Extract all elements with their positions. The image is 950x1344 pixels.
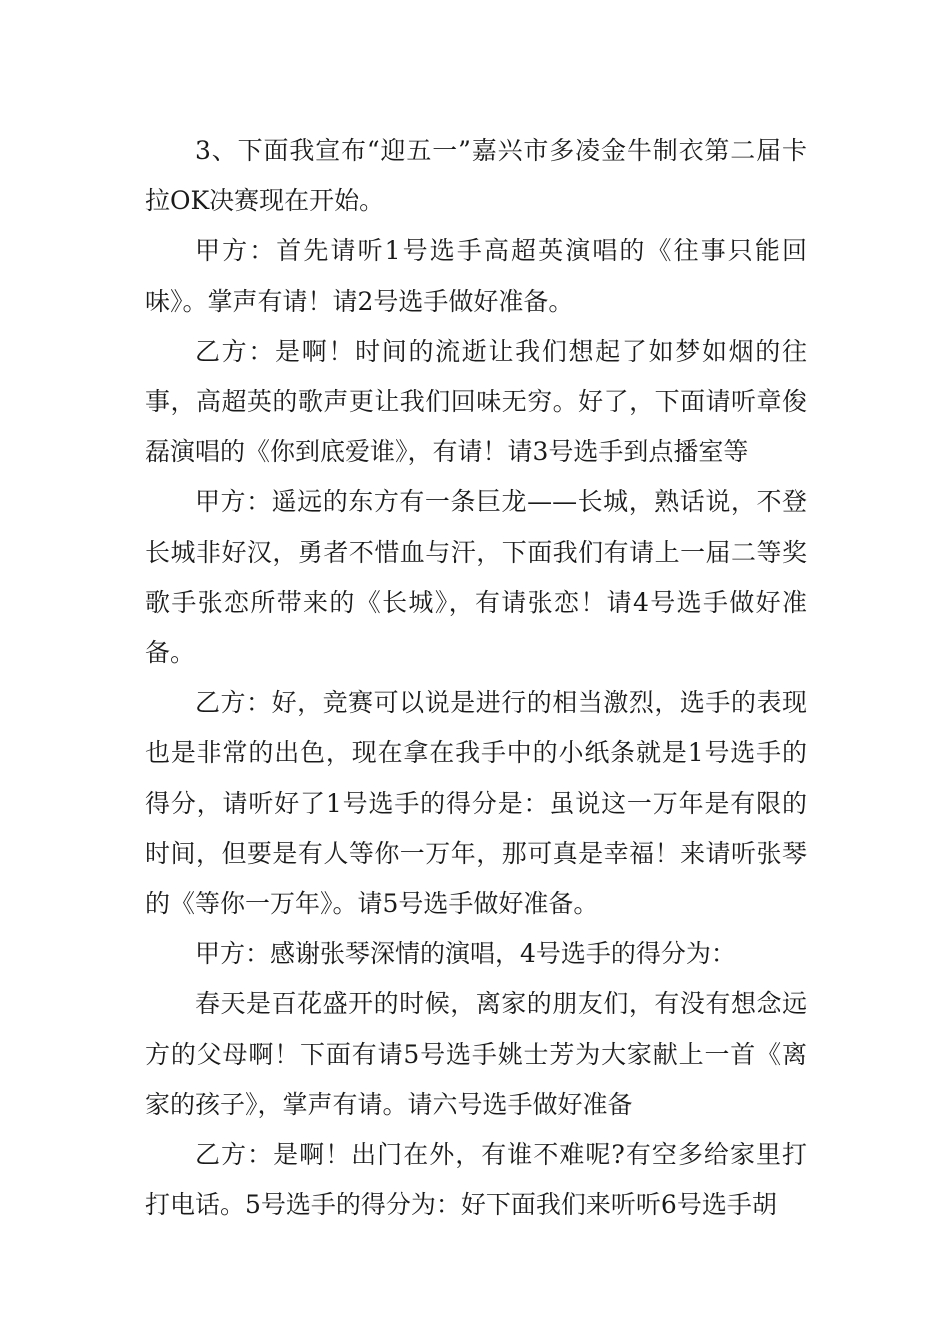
paragraph-announcement: 3、下面我宣布“迎五一”嘉兴市多凌金牛制衣第二届卡拉OK决赛现在开始。 — [145, 136, 807, 216]
paragraph-jiafang-1: 甲方：首先请听1号选手高超英演唱的《往事只能回味》。掌声有请！请2号选手做好准备。 — [145, 236, 807, 316]
paragraph-spring: 春天是百花盛开的时候，离家的朋友们，有没有想念远方的父母啊！下面有请5号选手姚士芳为大家献上一首《离家的孩子》，掌声有请。请六号选手做好准备 — [145, 989, 807, 1119]
paragraph-jiafang-3: 甲方：感谢张琴深情的演唱，4号选手的得分为： — [195, 939, 736, 969]
paragraph-yifang-1: 乙方：是啊！时间的流逝让我们想起了如梦如烟的往事，高超英的歌声更让我们回味无穷。好了，下面请听章俊磊演唱的《你到底爱谁》，有请！请3号选手到点播室等 — [145, 336, 807, 467]
paragraph-jiafang-2: 甲方：遥远的东方有一条巨龙——长城，熟话说，不登长城非好汉，勇者不惜血与汗，下面我们有请上一届二等奖歌手张恋所带来的《长城》，有请张恋！请4号选手做好准备。 — [145, 487, 807, 668]
paragraph-yifang-3: 乙方：是啊！出门在外，有谁不难呢?有空多给家里打打电话。5号选手的得分为：好下面我们来听听6号选手胡 — [145, 1140, 807, 1220]
document-body — [145, 126, 807, 1230]
paragraph-yifang-2: 乙方：好，竞赛可以说是进行的相当激烈，选手的表现也是非常的出色，现在拿在我手中的小纸条就是1号选手的得分，请听好了1号选手的得分是：虽说这一万年是有限的时间，但要是有人等你一万年，那可真是幸福！来请听张琴的《等你一万年》。请5号选手做好准备。 — [145, 688, 807, 919]
